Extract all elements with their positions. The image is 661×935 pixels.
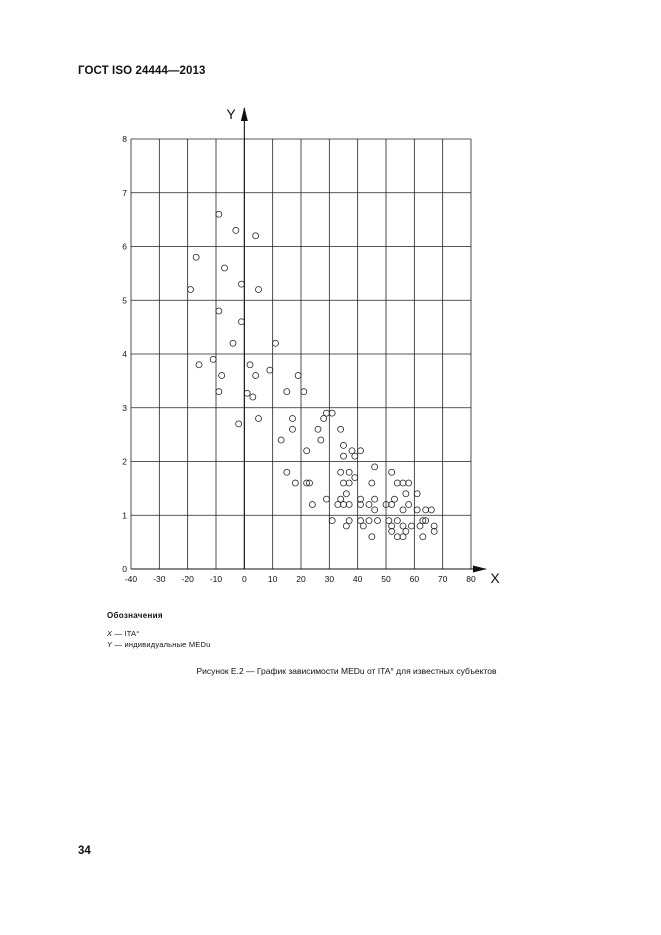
legend-title: Обозначения xyxy=(107,611,163,620)
data-point xyxy=(284,469,290,475)
y-tick-label: 3 xyxy=(122,402,127,413)
data-point xyxy=(324,496,330,502)
x-tick-label: 70 xyxy=(437,574,448,584)
data-point xyxy=(233,227,239,233)
data-point xyxy=(193,254,199,260)
data-point xyxy=(216,308,222,314)
data-point xyxy=(216,211,222,217)
data-point xyxy=(389,502,395,508)
data-point xyxy=(420,534,426,540)
figure-caption: Рисунок Е.2 — График зависимости MEDu от ITA° для известных субъектов xyxy=(196,666,497,676)
data-point xyxy=(414,491,420,497)
x-tick-label: -20 xyxy=(181,574,194,584)
x-tick-label: -10 xyxy=(209,574,223,584)
data-point xyxy=(409,523,415,529)
data-point xyxy=(236,421,242,427)
data-point xyxy=(375,518,381,524)
y-tick-label: 4 xyxy=(122,349,127,359)
legend-separator: — xyxy=(112,640,125,649)
data-point xyxy=(394,480,400,486)
legend-separator: — xyxy=(112,629,125,638)
data-point xyxy=(290,426,296,432)
data-point xyxy=(372,464,378,470)
data-point xyxy=(250,394,256,400)
x-tick-label: -40 xyxy=(124,574,138,584)
legend-item-y xyxy=(107,640,210,649)
data-point xyxy=(338,469,344,475)
data-point xyxy=(292,480,298,486)
data-point xyxy=(318,437,324,443)
chart-grid xyxy=(131,139,471,569)
data-point xyxy=(400,534,406,540)
data-point xyxy=(210,356,216,362)
x-tick-label: 50 xyxy=(381,574,391,584)
data-point xyxy=(389,469,395,475)
data-point xyxy=(400,480,406,486)
y-tick-label: 8 xyxy=(122,134,127,144)
data-point xyxy=(372,496,378,502)
x-tick-label: -30 xyxy=(153,574,166,584)
data-point xyxy=(278,437,284,443)
data-point xyxy=(341,502,347,508)
data-point xyxy=(253,233,259,239)
data-point xyxy=(372,507,378,513)
y-tick-label: 5 xyxy=(122,295,127,306)
data-point xyxy=(346,518,352,524)
data-point xyxy=(324,410,330,416)
data-point xyxy=(315,426,321,432)
data-point xyxy=(366,502,372,508)
data-point xyxy=(230,340,236,346)
legend-item-x xyxy=(107,629,139,638)
data-point xyxy=(239,281,245,287)
data-point xyxy=(403,491,409,497)
legend-text-x: ITA° xyxy=(124,629,140,638)
data-point xyxy=(273,340,279,346)
data-point xyxy=(369,480,375,486)
y-axis-label: Y xyxy=(226,106,236,122)
data-point xyxy=(222,265,228,271)
data-point xyxy=(346,469,352,475)
data-point xyxy=(247,362,253,368)
data-point xyxy=(414,507,420,513)
data-point xyxy=(406,480,412,486)
y-tick-label: 1 xyxy=(122,510,127,521)
data-point xyxy=(394,534,400,540)
data-point xyxy=(423,507,429,513)
data-point xyxy=(284,389,290,395)
y-tick-label: 7 xyxy=(122,187,127,198)
y-tick-label: 0 xyxy=(122,564,127,574)
data-point xyxy=(301,389,307,395)
x-tick-label: 30 xyxy=(324,574,335,584)
y-axis-arrow xyxy=(241,107,248,121)
data-point xyxy=(290,416,296,422)
x-axis-arrow xyxy=(473,566,487,573)
data-point xyxy=(239,319,245,325)
data-point xyxy=(394,518,400,524)
data-point xyxy=(346,502,352,508)
x-tick-label: 60 xyxy=(409,574,420,584)
data-point xyxy=(244,390,250,396)
chart-axes xyxy=(131,107,487,573)
x-tick-label: 80 xyxy=(466,574,476,584)
page-number: 34 xyxy=(78,845,91,857)
data-point xyxy=(329,518,335,524)
legend-symbol-y: Y xyxy=(107,640,113,649)
data-point xyxy=(188,287,194,293)
data-point xyxy=(309,502,315,508)
data-point xyxy=(346,480,352,486)
data-point xyxy=(406,502,412,508)
data-point xyxy=(341,480,347,486)
data-point xyxy=(338,426,344,432)
x-axis-label: X xyxy=(490,570,500,586)
data-point xyxy=(335,502,341,508)
legend-symbol-x: X xyxy=(107,629,113,638)
chart-tick-labels xyxy=(122,134,476,584)
data-point xyxy=(329,410,335,416)
x-tick-label: 40 xyxy=(352,574,363,584)
data-point xyxy=(358,448,364,454)
y-tick-label: 6 xyxy=(122,241,127,252)
data-point xyxy=(428,507,434,513)
y-tick-label: 2 xyxy=(122,456,127,467)
data-point xyxy=(196,362,202,368)
data-point xyxy=(216,389,222,395)
chart-points xyxy=(188,211,438,540)
data-point xyxy=(369,534,375,540)
x-tick-label: 10 xyxy=(267,574,278,584)
x-tick-label: 0 xyxy=(241,574,247,584)
data-point xyxy=(256,416,262,422)
data-point xyxy=(253,373,259,379)
data-point xyxy=(366,518,372,524)
document-header: ГОСТ ISO 24444—2013 xyxy=(78,65,206,77)
data-point xyxy=(219,373,225,379)
x-tick-label: 20 xyxy=(296,574,306,584)
data-point xyxy=(267,367,273,373)
data-point xyxy=(343,491,349,497)
data-point xyxy=(304,448,310,454)
data-point xyxy=(400,507,406,513)
data-point xyxy=(360,523,366,529)
data-point xyxy=(352,453,358,459)
data-point xyxy=(352,475,358,481)
data-point xyxy=(256,287,262,293)
data-point xyxy=(341,442,347,448)
data-point xyxy=(295,373,301,379)
legend-text-y: индивидуальные MEDu xyxy=(124,640,211,649)
data-point xyxy=(341,453,347,459)
